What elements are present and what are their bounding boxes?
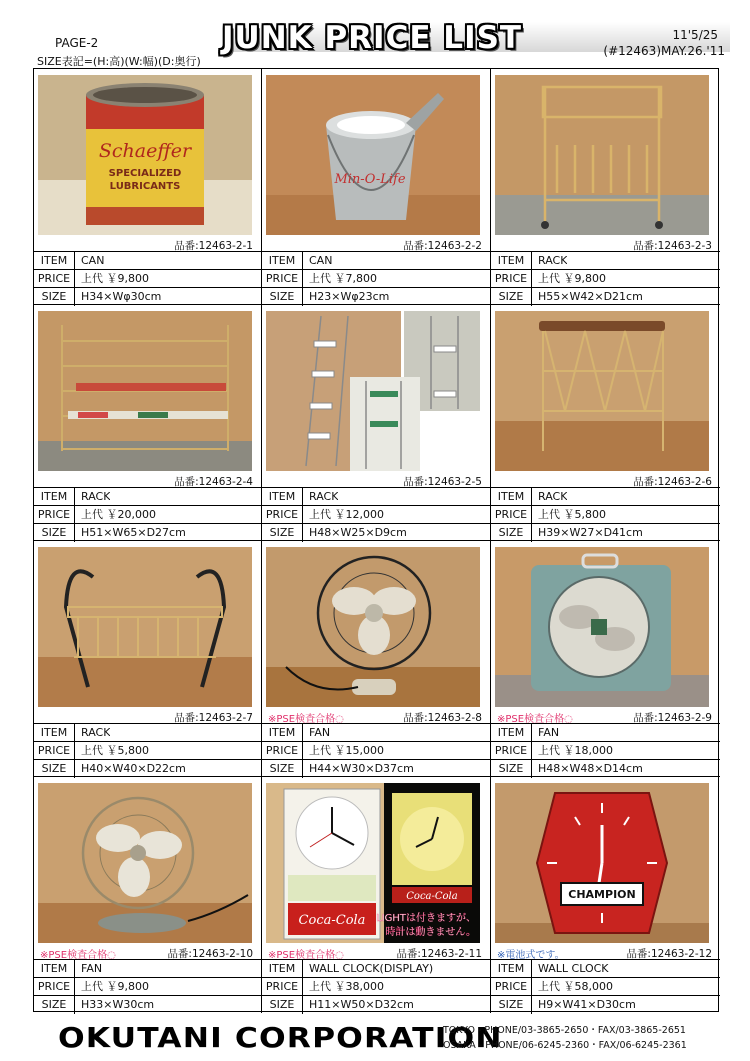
champion-logo-text: CHAMPION: [568, 888, 636, 901]
product-card: [491, 69, 720, 305]
spec-row-size: [262, 288, 490, 306]
spec-label-size: SIZE: [262, 996, 303, 1014]
item-size: H23×Wφ23cm: [309, 290, 390, 303]
clock-light-note: LIGHTは付きますが、: [376, 913, 476, 924]
item-price: 上代 ￥9,800: [81, 272, 149, 285]
spec-row-price: [491, 506, 720, 524]
spec-table: [34, 723, 261, 778]
spec-label-price: PRICE: [262, 978, 303, 995]
spec-label-item: ITEM: [262, 488, 303, 505]
product-photo-fan: [266, 547, 480, 707]
spec-label-item: ITEM: [262, 724, 303, 741]
spec-row-price: [262, 270, 490, 288]
product-code: 品番:12463-2-10: [167, 948, 253, 960]
spec-label-item: ITEM: [34, 252, 75, 269]
spec-row-size: [34, 524, 261, 542]
spec-row-price: [34, 270, 261, 288]
product-card: [262, 305, 491, 541]
item-name: RACK: [81, 490, 111, 503]
spec-table: [491, 723, 720, 778]
product-photo-fan: [38, 783, 252, 943]
spec-row-size: [491, 288, 720, 306]
page-header: [0, 0, 750, 70]
spec-label-size: SIZE: [34, 996, 75, 1014]
spec-label-price: PRICE: [491, 270, 532, 287]
item-name: WALL CLOCK(DISPLAY): [309, 962, 434, 975]
bucket-brand-text: Min-O-Life: [334, 172, 406, 187]
spec-row-item: [491, 488, 720, 506]
item-name: CAN: [81, 254, 105, 267]
item-price: 上代 ￥9,800: [81, 980, 149, 993]
box-fan-photo-illustration: [495, 547, 709, 707]
item-name: RACK: [538, 254, 568, 267]
spec-row-item: [262, 252, 490, 270]
item-size: H34×Wφ30cm: [81, 290, 162, 303]
spec-label-item: ITEM: [262, 960, 303, 977]
spec-row-price: [34, 506, 261, 524]
item-name: FAN: [81, 962, 103, 975]
product-code: 品番:12463-2-1: [174, 240, 253, 252]
small-fan-photo-illustration: [38, 783, 252, 943]
item-price: 上代 ￥12,000: [309, 508, 384, 521]
spec-label-size: SIZE: [491, 996, 532, 1014]
spec-table: [34, 251, 261, 306]
spec-label-price: PRICE: [34, 978, 75, 995]
product-code: 品番:12463-2-5: [403, 476, 482, 488]
spec-label-item: ITEM: [262, 252, 303, 269]
spec-row-item: [491, 960, 720, 978]
spec-row-size: [34, 288, 261, 306]
spec-label-item: ITEM: [34, 960, 75, 977]
spec-row-item: [262, 960, 490, 978]
product-card: [34, 777, 262, 1013]
can-brand-text: Schaeffer: [98, 140, 192, 162]
list-reference: (#12463)MAY.26.'11: [603, 44, 725, 58]
spec-label-price: PRICE: [262, 506, 303, 523]
item-name: CAN: [309, 254, 333, 267]
product-photo-can: [266, 75, 480, 235]
rack-photo-illustration: [495, 75, 709, 235]
item-price: 上代 ￥38,000: [309, 980, 384, 993]
item-price: 上代 ￥5,800: [81, 744, 149, 757]
item-name: WALL CLOCK: [538, 962, 609, 975]
spec-label-size: SIZE: [491, 760, 532, 778]
item-size: H33×W30cm: [81, 998, 155, 1011]
page-title: JUNK PRICE LIST: [222, 20, 523, 56]
spec-row-item: [34, 488, 261, 506]
product-photo-rack: [495, 311, 709, 471]
spec-label-item: ITEM: [491, 488, 532, 505]
bucket-photo-illustration: [266, 75, 480, 235]
item-name: FAN: [309, 726, 331, 739]
spec-table: [262, 251, 490, 306]
product-photo-rack: [38, 547, 252, 707]
spec-label-price: PRICE: [262, 270, 303, 287]
item-price: 上代 ￥5,800: [538, 508, 606, 521]
spec-row-size: [34, 760, 261, 778]
product-photo-rack: [495, 75, 709, 235]
product-card: [34, 541, 262, 777]
product-code: 品番:12463-2-3: [633, 240, 712, 252]
product-grid: [33, 68, 719, 1012]
spec-row-item: [491, 724, 720, 742]
spec-label-size: SIZE: [34, 288, 75, 306]
product-code: 品番:12463-2-8: [403, 712, 482, 724]
product-photo-rack: [266, 311, 480, 471]
spec-label-price: PRICE: [34, 506, 75, 523]
spec-label-item: ITEM: [34, 488, 75, 505]
spec-table: [491, 487, 720, 542]
product-card: [34, 305, 262, 541]
spec-row-price: [262, 506, 490, 524]
item-price: 上代 ￥58,000: [538, 980, 613, 993]
spec-row-price: [491, 978, 720, 996]
spec-row-price: [34, 978, 261, 996]
spec-row-item: [34, 960, 261, 978]
spec-label-size: SIZE: [491, 288, 532, 306]
magazine-rack-photo-illustration: [495, 311, 709, 471]
product-photo-can: [38, 75, 252, 235]
can-label-line1: SPECIALIZED: [108, 168, 182, 179]
spec-label-price: PRICE: [34, 270, 75, 287]
product-card: [491, 541, 720, 777]
product-card: [34, 69, 262, 305]
spec-row-item: [262, 724, 490, 742]
spec-row-size: [262, 524, 490, 542]
item-price: 上代 ￥9,800: [538, 272, 606, 285]
osaka-contact: OSAKA - PHONE/06-6245-2360・FAX/06-6245-2361: [443, 1040, 687, 1051]
item-size: H44×W30×D37cm: [309, 762, 414, 775]
spec-label-size: SIZE: [34, 524, 75, 542]
item-size: H40×W40×D22cm: [81, 762, 186, 775]
spec-row-size: [491, 524, 720, 542]
spec-label-price: PRICE: [491, 978, 532, 995]
display-clock-photo-illustration: [266, 783, 480, 943]
can-label-line2: LUBRICANTS: [109, 181, 181, 192]
product-card: [262, 69, 491, 305]
spec-row-price: [491, 742, 720, 760]
item-size: H51×W65×D27cm: [81, 526, 186, 539]
pse-note: ※PSE検査合格◌: [40, 950, 116, 961]
item-name: FAN: [538, 726, 560, 739]
spec-row-price: [262, 742, 490, 760]
page-number: PAGE-2: [55, 36, 99, 50]
item-size: H48×W25×D9cm: [309, 526, 407, 539]
spec-label-item: ITEM: [491, 960, 532, 977]
item-name: RACK: [309, 490, 339, 503]
spec-table: [491, 251, 720, 306]
item-size: H9×W41×D30cm: [538, 998, 636, 1011]
item-size: H48×W48×D14cm: [538, 762, 643, 775]
item-name: RACK: [81, 726, 111, 739]
product-code: 品番:12463-2-6: [633, 476, 712, 488]
product-photo-fan: [495, 547, 709, 707]
spec-label-size: SIZE: [491, 524, 532, 542]
clock-brand-text: Coca-Cola: [298, 913, 366, 928]
clock-brand-text-lit: Coca-Cola: [406, 891, 458, 902]
product-card: [262, 777, 491, 1013]
spec-label-item: ITEM: [491, 724, 532, 741]
product-card: [262, 541, 491, 777]
spec-row-price: [491, 270, 720, 288]
product-code: 品番:12463-2-7: [174, 712, 253, 724]
tiered-rack-photo-illustration: [38, 311, 252, 471]
issue-date: 11'5/25: [672, 28, 718, 42]
size-legend: SIZE表記=(H:高)(W:幅)(D:奥行): [37, 55, 201, 68]
item-name: RACK: [538, 490, 568, 503]
product-photo-clock: [495, 783, 709, 943]
item-size: H39×W27×D41cm: [538, 526, 643, 539]
spec-row-price: [262, 978, 490, 996]
spec-table: [34, 487, 261, 542]
spec-label-item: ITEM: [34, 724, 75, 741]
item-price: 上代 ￥7,800: [309, 272, 377, 285]
product-code: 品番:12463-2-4: [174, 476, 253, 488]
wire-rack-photo-illustration: [266, 311, 480, 471]
clock-hands-note: 時計は動きません。: [385, 927, 476, 938]
spec-label-price: PRICE: [34, 742, 75, 759]
champion-clock-photo-illustration: [495, 783, 709, 943]
product-code: 品番:12463-2-12: [626, 948, 712, 960]
spec-table: [262, 487, 490, 542]
battery-note: ※電池式です。: [497, 950, 565, 961]
spec-row-size: [262, 760, 490, 778]
desk-fan-photo-illustration: [266, 547, 480, 707]
item-price: 上代 ￥18,000: [538, 744, 613, 757]
product-code: 品番:12463-2-2: [403, 240, 482, 252]
spec-label-size: SIZE: [262, 760, 303, 778]
spec-table: [491, 959, 720, 1014]
can-photo-illustration: [38, 75, 252, 235]
spec-row-item: [491, 252, 720, 270]
product-photo-rack: [38, 311, 252, 471]
product-photo-clock: [266, 783, 480, 943]
item-size: H11×W50×D32cm: [309, 998, 414, 1011]
product-code: 品番:12463-2-11: [396, 948, 482, 960]
item-size: H55×W42×D21cm: [538, 290, 643, 303]
spec-label-price: PRICE: [491, 742, 532, 759]
spec-table: [262, 723, 490, 778]
arched-rack-photo-illustration: [38, 547, 252, 707]
spec-label-size: SIZE: [262, 288, 303, 306]
item-price: 上代 ￥20,000: [81, 508, 156, 521]
spec-row-item: [34, 252, 261, 270]
item-price: 上代 ￥15,000: [309, 744, 384, 757]
spec-label-size: SIZE: [262, 524, 303, 542]
company-name: OKUTANI CORPORATION: [58, 1021, 503, 1054]
spec-table: [34, 959, 261, 1014]
product-card: [491, 777, 720, 1013]
spec-table: [262, 959, 490, 1014]
spec-label-price: PRICE: [262, 742, 303, 759]
product-code: 品番:12463-2-9: [633, 712, 712, 724]
spec-row-price: [34, 742, 261, 760]
spec-row-item: [34, 724, 261, 742]
spec-label-price: PRICE: [491, 506, 532, 523]
product-card: [491, 305, 720, 541]
pse-note: ※PSE検査合格◌: [268, 714, 344, 725]
spec-label-item: ITEM: [491, 252, 532, 269]
pse-note: ※PSE検査合格◌: [268, 950, 344, 961]
spec-label-size: SIZE: [34, 760, 75, 778]
page-footer: [0, 1012, 750, 1061]
spec-row-item: [262, 488, 490, 506]
pse-note: ※PSE検査合格◌: [497, 714, 573, 725]
tokyo-contact: TOKYO - PHONE/03-3865-2650・FAX/03-3865-2651: [443, 1025, 686, 1036]
spec-row-size: [491, 760, 720, 778]
